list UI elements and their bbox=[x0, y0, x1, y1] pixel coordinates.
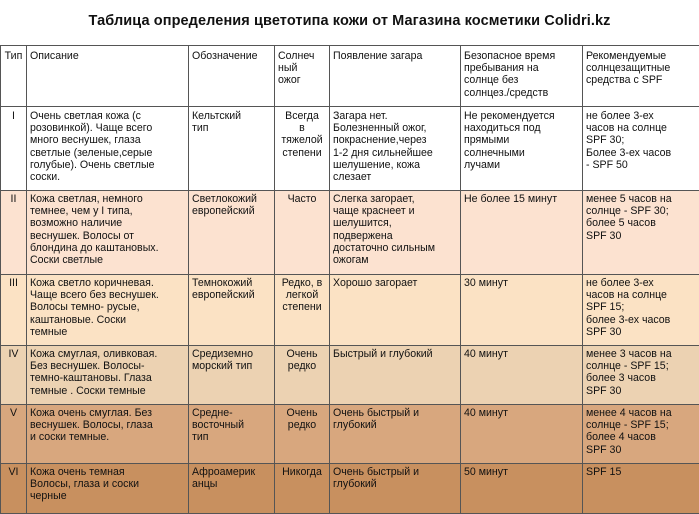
table-row bbox=[1, 464, 699, 514]
header-row bbox=[1, 46, 699, 107]
cell-safe-time: 40 минут bbox=[461, 405, 583, 464]
cell-designation: Светлокожий европейский bbox=[189, 191, 275, 275]
table-row bbox=[1, 346, 699, 405]
table-row bbox=[1, 405, 699, 464]
cell-description: Кожа светлая, немного темнее, чем у I типа, возможно наличие веснушек. Волосы от блондина до каштановых. Соски светлые bbox=[27, 191, 189, 275]
cell-type: I bbox=[1, 107, 27, 191]
header-type: Тип bbox=[1, 46, 27, 107]
cell-designation: Афроамерик анцы bbox=[189, 464, 275, 514]
cell-spf: не более 3-ех часов на солнце SPF 15; более 3-ех часов SPF 30 bbox=[583, 275, 699, 346]
header-tan: Появление загара bbox=[330, 46, 461, 107]
cell-type: IV bbox=[1, 346, 27, 405]
cell-designation: Средне- восточный тип bbox=[189, 405, 275, 464]
table-row bbox=[1, 107, 699, 191]
table-row bbox=[1, 191, 699, 275]
header-spf: Рекомендуемые солнцезащитные средства с SPF bbox=[583, 46, 699, 107]
cell-sunburn: Очень редко bbox=[275, 346, 330, 405]
cell-spf: менее 4 часов на солнце - SPF 15; более 4 часов SPF 30 bbox=[583, 405, 699, 464]
cell-sunburn: Редко, в легкой степени bbox=[275, 275, 330, 346]
cell-description: Кожа очень смуглая. Без веснушек. Волосы, глаза и соски темные. bbox=[27, 405, 189, 464]
header-safe-time: Безопасное время пребывания на солнце без солнцез./средств bbox=[461, 46, 583, 107]
header-description: Описание bbox=[27, 46, 189, 107]
cell-safe-time: 50 минут bbox=[461, 464, 583, 514]
cell-tan: Слегка загорает, чаще краснеет и шелушится, подвержена достаточно сильным ожогам bbox=[330, 191, 461, 275]
cell-tan: Загара нет. Болезненный ожог, покраснение,через 1-2 дня сильнейшее шелушение, кожа слезает bbox=[330, 107, 461, 191]
cell-description: Кожа очень темная Волосы, глаза и соски черные bbox=[27, 464, 189, 514]
header-sunburn: Солнеч ный ожог bbox=[275, 46, 330, 107]
cell-safe-time: Не более 15 минут bbox=[461, 191, 583, 275]
cell-spf: менее 5 часов на солнце - SPF 30; более 5 часов SPF 30 bbox=[583, 191, 699, 275]
table-row bbox=[1, 275, 699, 346]
page-title: Таблица определения цветотипа кожи от Магазина косметики Colidri.kz bbox=[0, 13, 699, 29]
cell-type: VI bbox=[1, 464, 27, 514]
cell-tan: Очень быстрый и глубокий bbox=[330, 464, 461, 514]
cell-tan: Хорошо загорает bbox=[330, 275, 461, 346]
cell-designation: Средиземно морский тип bbox=[189, 346, 275, 405]
cell-description: Кожа смуглая, оливковая. Без веснушек. Волосы- темно-каштановы. Глаза темные . Соски темные bbox=[27, 346, 189, 405]
cell-sunburn: Очень редко bbox=[275, 405, 330, 464]
skin-phototype-table bbox=[0, 45, 699, 514]
cell-type: II bbox=[1, 191, 27, 275]
cell-designation: Темнокожий европейский bbox=[189, 275, 275, 346]
cell-spf: не более 3-ех часов на солнце SPF 30; Более 3-ех часов - SPF 50 bbox=[583, 107, 699, 191]
cell-type: III bbox=[1, 275, 27, 346]
cell-description: Очень светлая кожа (с розовинкой). Чаще всего много веснушек, глаза светлые (зеленые,серые голубые). Очень светлые соски. bbox=[27, 107, 189, 191]
cell-sunburn: Всегда в тяжелой степени bbox=[275, 107, 330, 191]
cell-sunburn: Никогда bbox=[275, 464, 330, 514]
cell-safe-time: 40 минут bbox=[461, 346, 583, 405]
cell-tan: Очень быстрый и глубокий bbox=[330, 405, 461, 464]
cell-sunburn: Часто bbox=[275, 191, 330, 275]
header-designation: Обозначение bbox=[189, 46, 275, 107]
cell-tan: Быстрый и глубокий bbox=[330, 346, 461, 405]
cell-type: V bbox=[1, 405, 27, 464]
cell-spf: менее 3 часов на солнце - SPF 15; более 3 часов SPF 30 bbox=[583, 346, 699, 405]
cell-spf: SPF 15 bbox=[583, 464, 699, 514]
cell-safe-time: 30 минут bbox=[461, 275, 583, 346]
cell-designation: Кельтский тип bbox=[189, 107, 275, 191]
cell-safe-time: Не рекомендуется находиться под прямыми солнечными лучами bbox=[461, 107, 583, 191]
cell-description: Кожа светло коричневая. Чаще всего без веснушек. Волосы темно- русые, каштановые. Соски темные bbox=[27, 275, 189, 346]
